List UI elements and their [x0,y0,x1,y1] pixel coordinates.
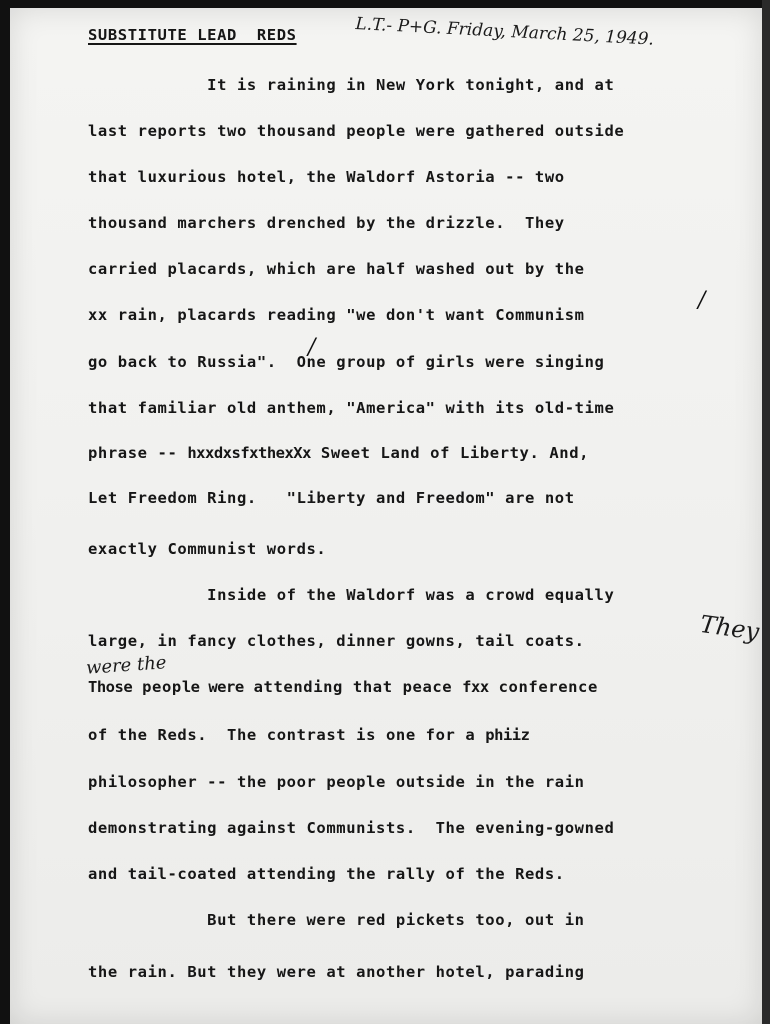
text-line-8: that familiar old anthem, "America" with its old-time [88,399,615,417]
text-line-6: xx rain, placards reading "we don't want Communism [88,306,585,324]
struck-text: phiiz [485,726,530,744]
handwritten-insert-were-the: were the [85,652,168,679]
struck-text: le were [181,678,244,696]
line9-rest: Sweet Land of Liberty. And, [310,444,590,462]
line14-rest: attending that peace [243,678,463,696]
text-line-14 [88,678,598,696]
text-line-15 [88,726,529,744]
text-line-2: last reports two thousand people were gathered outside [88,122,625,140]
line14-end: conference [488,678,598,696]
struck-text: Those [88,678,133,696]
text-line-13: large, in fancy clothes, dinner gowns, tail coats. [88,632,585,650]
text-line-17: demonstrating against Communists. The evening-gowned [88,819,615,837]
text-line-11: exactly Communist words. [88,540,327,558]
text-line-19: But there were red pickets too, out in [88,911,585,929]
line14-mid: peop [132,678,182,696]
text-line-12: Inside of the Waldorf was a crowd equally [88,586,615,604]
struck-text: hxxdxsfxthexXx [187,444,311,462]
text-line-7: go back to Russia". One group of girls were singing [88,353,605,371]
line9-start: phrase -- [88,444,188,462]
handwritten-exclamation-1: / [698,288,706,313]
text-line-16: philosopher -- the poor people outside in the rain [88,773,585,791]
text-line-20: the rain. But they were at another hotel, parading [88,963,585,981]
text-line-5: carried placards, which are half washed out by the [88,260,585,278]
line15-start: of the Reds. The contrast is one for a [88,726,486,744]
handwritten-exclamation-2: / [308,335,316,360]
text-line-4: thousand marchers drenched by the drizzle. They [88,214,565,232]
text-line-3: that luxurious hotel, the Waldorf Astoria -- two [88,168,565,186]
handwritten-dateline: L.T.- P+G. Friday, March 25, 1949. [354,14,655,50]
text-line-9 [88,444,589,462]
text-line-18: and tail-coated attending the rally of the Reds. [88,865,565,883]
text-line-10: Let Freedom Ring. "Liberty and Freedom" are not [88,489,575,507]
text-line-1: It is raining in New York tonight, and at [88,76,615,94]
struck-text: fxx [462,678,489,696]
handwritten-insert-they: They [698,610,761,646]
page-edge-shadow [762,0,770,1024]
document-title: SUBSTITUTE LEAD REDS [88,26,297,44]
